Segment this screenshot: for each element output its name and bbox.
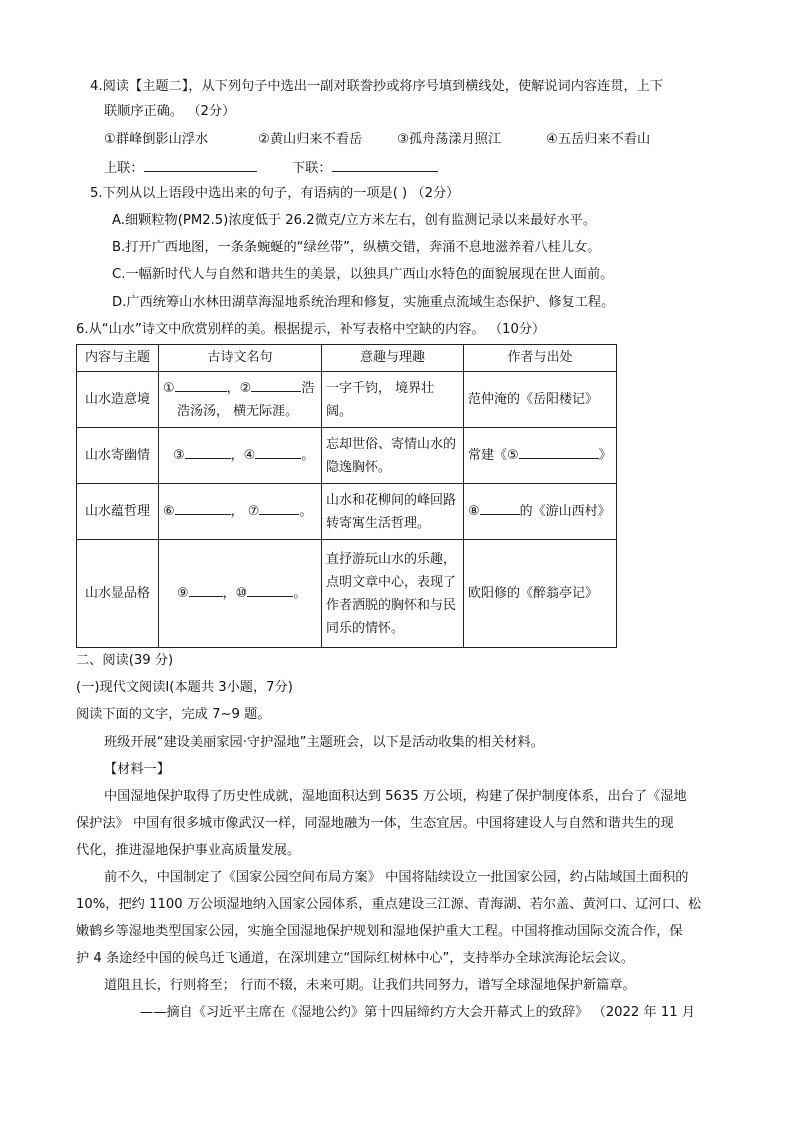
lower-label: 下联： [292,161,332,176]
row4-verse: ⑨ ，⑩ 。 [159,540,322,648]
row3-meaning: 山水和花柳间的峰回路转寄寓生活哲理。 [322,484,464,540]
row4-theme: 山水显品格 [77,540,159,648]
header-theme: 内容与主题 [77,345,159,372]
q5-option-b: B.打开广西地图，一条条蜿蜒的“绿丝带”，纵横交错，奔涌不息地滋养着八桂儿女。 [112,240,601,255]
q4-option-2: ②黄山归来不看岳 [258,132,363,147]
row4-meaning: 直抒游玩山水的乐趣，点明文章中心，表现了作者洒脱的胸怀和与民同乐的情怀。 [322,540,464,648]
q4-option-4: ④五岳归来不看山 [546,132,651,147]
row2-source: 常建《⑤ 》 [464,428,617,484]
material-label: 【材料一】 [104,762,170,777]
q4-option-1: ①群峰倒影山浮水 [104,132,209,147]
row1-source: 范仲淹的《岳阳楼记》 [464,372,617,428]
reading-intro: 班级开展“建设美丽家园·守护湿地”主题班会，以下是活动收集的相关材料。 [104,735,544,750]
q4-stem-line2: 联顺序正确。 （2分） [104,104,236,119]
para2-line2: 10%，把约 1100 万公顷湿地纳入国家公园体系，重点建设三江源、青海湖、若尔盖、黄河口、辽河口、松 [76,897,702,912]
row2-theme: 山水寄幽情 [77,428,159,484]
q4-lower-couplet [292,157,438,178]
para1-line1: 中国湿地保护取得了历史性成就，湿地面积达到 5635 万公顷，构建了保护制度体系，出台了《湿地 [104,789,687,804]
row1-verse: ① ，② 浩 浩汤汤， 横无际涯。 [159,372,322,428]
section-title: 二、阅读(39 分) [76,653,174,668]
q4-stem-line1: 4.阅读【主题二】，从下列句子中选出一副对联誊抄或将序号填到横线处，使解说词内容连贯，上下 [90,79,664,94]
q5-stem: 5.下列从以上语段中选出来的句子，有语病的一项是( ) （2分） [90,186,460,201]
q5-option-c: C.一幅新时代人与自然和谐共生的美景，以独具广西山水特色的面貌展现在世人面前。 [112,267,614,282]
q5-option-a: A.细颗粒物(PM2.5)浓度低于 26.2微克/立方米左右，创有监测记录以来最好水平。 [112,213,597,228]
para2-line1: 前不久，中国制定了《国家公园空间布局方案》 中国将陆续设立一批国家公园，约占陆域国土面积的 [104,870,689,885]
row2-meaning: 忘却世俗、寄情山水的隐逸胸怀。 [322,428,464,484]
para1-line2: 保护法》 中国有很多城市像武汉一样，同湿地融为一体，生态宜居。中国将建设人与自然和谐共生的现 [76,816,674,831]
table-row [77,428,617,484]
blank-1[interactable] [175,377,227,392]
reading-instruction: 阅读下面的文字，完成 7~9 题。 [76,707,271,722]
para2-line4: 护 4 条途经中国的候鸟迁飞通道，在深圳建立“国际红树林中心”，支持举办全球滨海论坛会议。 [76,951,634,966]
row2-verse: ③ ，④ 。 [159,428,322,484]
lower-couplet-blank[interactable] [332,157,438,172]
blank-9[interactable] [189,582,223,597]
upper-label: 上联： [104,161,144,176]
para2-line3: 嫩鹤乡等湿地类型国家公园，实施全国湿地保护规划和湿地保护重大工程。中国将推动国际交流合作，保 [76,924,683,939]
blank-3[interactable] [185,444,231,459]
upper-couplet-blank[interactable] [144,157,257,172]
q6-table [76,344,617,648]
blank-8[interactable] [480,500,520,515]
q4-upper-couplet [104,157,257,178]
blank-2[interactable] [251,377,301,392]
header-meaning: 意趣与理趣 [322,345,464,372]
q5-option-d: D.广西统筹山水林田湖草海湿地系统治理和修复，实施重点流域生态保护、修复工程。 [112,295,615,310]
blank-4[interactable] [255,444,301,459]
row4-source: 欧阳修的《醉翁亭记》 [464,540,617,648]
blank-5[interactable] [519,444,599,459]
header-source: 作者与出处 [464,345,617,372]
row3-source: ⑧ 的《游山西村》 [464,484,617,540]
q6-stem: 6.从“山水”诗文中欣赏别样的美。根据提示，补写表格中空缺的内容。 （10分） [76,322,546,337]
blank-7[interactable] [259,500,299,515]
q4-option-3: ③孤舟荡漾月照江 [397,132,502,147]
table-row [77,540,617,648]
section-subtitle: (一)现代文阅读Ⅰ(本题共 3小题，7分) [76,680,293,695]
source-citation: ——摘自《习近平主席在《湿地公约》第十四届缔约方大会开幕式上的致辞》 （2022 年 11 月 [140,1005,696,1020]
para1-line3: 代化，推进湿地保护事业高质量发展。 [76,843,301,858]
row1-meaning: 一字千钧， 境界壮阔。 [322,372,464,428]
blank-6[interactable] [175,500,231,515]
row3-theme: 山水蕴哲理 [77,484,159,540]
table-header-row [77,345,617,372]
para3: 道阻且长，行则将至； 行而不辍，未来可期。让我们共同努力，谱写全球湿地保护新篇章。 [104,978,636,993]
table-row [77,484,617,540]
row1-theme: 山水造意境 [77,372,159,428]
blank-10[interactable] [247,582,293,597]
header-verse: 古诗文名句 [159,345,322,372]
row3-verse: ⑥ ， ⑦ 。 [159,484,322,540]
table-row [77,372,617,428]
